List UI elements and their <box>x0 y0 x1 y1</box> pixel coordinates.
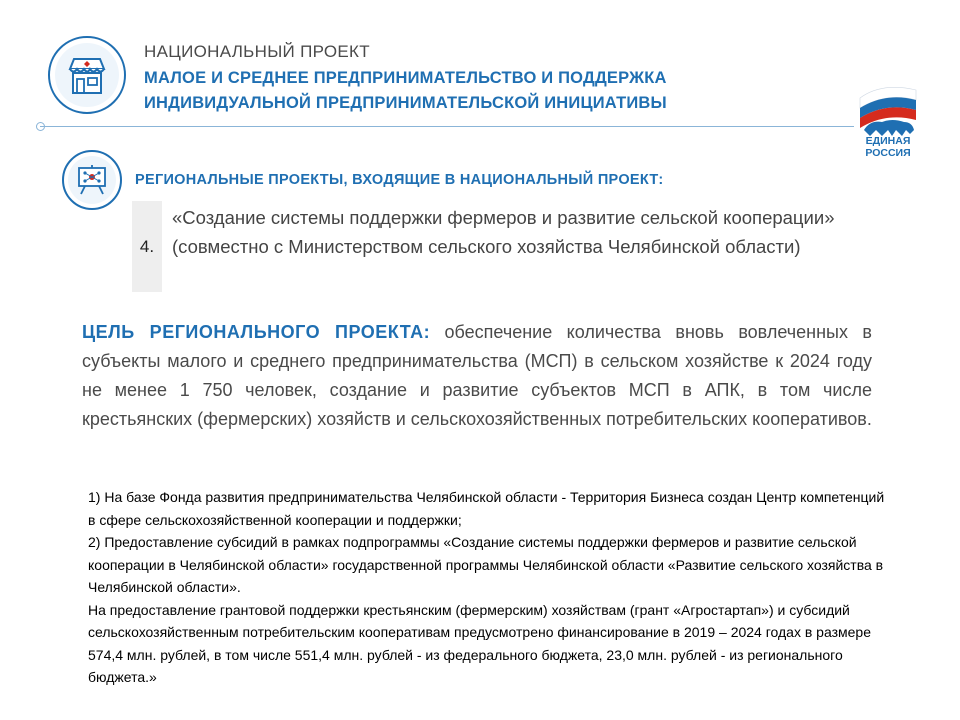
project-number-box <box>132 201 162 292</box>
project-details <box>88 486 888 689</box>
project-goal-label: ЦЕЛЬ РЕГИОНАЛЬНОГО ПРОЕКТА: <box>82 322 431 342</box>
logo-text-line1: ЕДИНАЯ <box>865 135 911 147</box>
details-paragraph-2: 2) Предоставление субсидий в рамках подпрограммы «Создание системы поддержки фермеров и развитие сельской кооперации в Челябинской области» государственной программы Челябинской области «Развитие сельского хозяйства в Челябинской области». <box>88 534 884 595</box>
logo-text <box>852 135 924 159</box>
project-goal <box>82 318 872 434</box>
project-goal-text: обеспечение количества вновь вовлеченных в субъекты малого и среднего предпринимательства (МСП) в сельском хозяйстве к 2024 году не менее 1 750 человек, создание и развитие субъектов МСП в АПК, в том числе крестьянских (фермерских) хозяйств и сельскохозяйственных потребительских кооперативов. <box>82 322 872 429</box>
national-project-icon-badge <box>48 36 126 114</box>
header-divider <box>40 126 854 127</box>
national-project-title <box>144 66 784 116</box>
national-project-title-line1: МАЛОЕ И СРЕДНЕЕ ПРЕДПРИНИМАТЕЛЬСТВО И ПОДДЕРЖКА <box>144 69 667 87</box>
regional-project-title: «Создание системы поддержки фермеров и развитие сельской кооперации» (совместно с Министерством сельского хозяйства Челябинской области) <box>172 207 835 257</box>
shop-icon <box>64 55 110 95</box>
presentation-board-icon <box>75 164 109 196</box>
national-project-label: НАЦИОНАЛЬНЫЙ ПРОЕКТ <box>144 42 370 61</box>
details-paragraph-3: На предоставление грантовой поддержки крестьянским (фермерским) хозяйствам (грант «Агростартап») и субсидий сельскохозяйственным потребительским кооперативам предусмотрено финансирование в 2019 – 2024 годах в размере 574,4 млн. рублей, в том числе 551,4 млн. рублей - из федерального бюджета, 23,0 млн. рублей - из регионального бюджета.» <box>88 601 871 685</box>
national-project-title-line2: ИНДИВИДУАЛЬНОЙ ПРЕДПРИНИМАТЕЛЬСКОЙ ИНИЦИАТИВЫ <box>144 94 667 112</box>
regional-projects-heading: РЕГИОНАЛЬНЫЕ ПРОЕКТЫ, ВХОДЯЩИЕ В НАЦИОНАЛЬНЫЙ ПРОЕКТ: <box>135 172 664 188</box>
regional-projects-icon-badge <box>62 150 122 210</box>
logo-text-line2: РОССИЯ <box>865 147 911 159</box>
details-paragraph-1: 1) На базе Фонда развития предпринимательства Челябинской области - Территория Бизнеса создан Центр компетенций в сфере сельскохозяйственной кооперации и поддержки; <box>88 489 885 528</box>
project-number: 4. <box>139 236 155 256</box>
